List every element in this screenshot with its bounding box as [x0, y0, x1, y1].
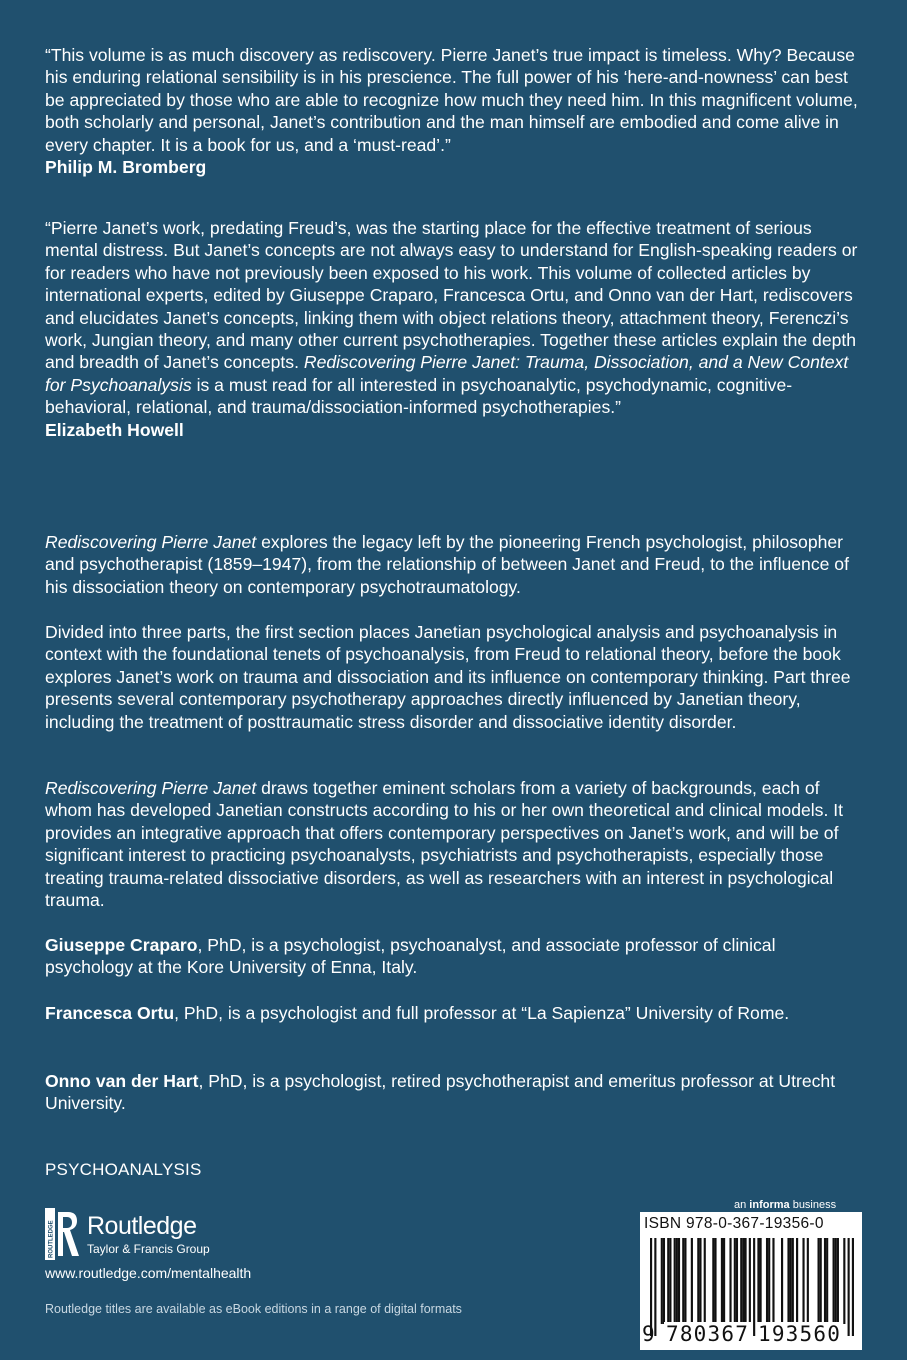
barcode-bar	[753, 1238, 755, 1336]
barcode-bar	[772, 1238, 774, 1324]
barcode-bar	[691, 1238, 693, 1324]
barcode-bar	[792, 1238, 794, 1324]
barcode-bar	[744, 1238, 746, 1324]
publisher-group: Taylor & Francis Group	[87, 1242, 210, 1256]
author-name: Giuseppe Craparo	[45, 935, 198, 955]
subject-category: PSYCHOANALYSIS	[45, 1160, 202, 1179]
blurb-paragraph-2: Divided into three parts, the first section places Janetian psychological analysis and psychoanalysis in context with the foundational tenets of psychoanalysis, from Freud to relational theory, before the book explores Janet’s work on trauma and dissociation and its influence on contemporary thinking. Part three presents several contemporary psychotherapy approaches directly influenced by Janetian theory, including the treatment of posttraumatic stress disorder and dissociative identity disorder.	[45, 622, 851, 732]
barcode-bar	[742, 1238, 744, 1324]
barcode-bar	[826, 1238, 828, 1324]
barcode-bar	[723, 1238, 725, 1324]
barcode-bar	[760, 1238, 762, 1324]
barcode-bar	[835, 1238, 837, 1324]
barcode-bar	[852, 1238, 854, 1336]
barcode-bar	[697, 1238, 699, 1324]
barcode-bar	[678, 1238, 680, 1324]
barcode-bar	[663, 1238, 665, 1324]
barcode-bar	[740, 1238, 742, 1324]
endorsement-quote-1	[45, 44, 863, 178]
author-bio-text: , PhD, is a psychologist, psychoanalyst, and associate professor of clinical psychology at the Kore University of Enna, Italy.	[45, 935, 776, 978]
barcode-bar	[684, 1238, 686, 1324]
barcode-bar	[781, 1238, 783, 1324]
barcode-bar	[712, 1238, 714, 1324]
barcode-bar	[661, 1238, 663, 1324]
quote-author: Philip M. Bromberg	[45, 157, 207, 178]
barcode-bar	[757, 1238, 759, 1324]
barcode-bar	[807, 1238, 809, 1324]
barcode-bar	[669, 1238, 671, 1324]
barcode-bar	[676, 1238, 678, 1324]
barcode-bar	[787, 1238, 789, 1324]
author-bio-1	[45, 934, 863, 979]
barcode-bar	[790, 1238, 792, 1324]
routledge-logo	[45, 1208, 225, 1260]
quote-text: “This volume is as much discovery as rediscovery. Pierre Janet’s true impact is timeless. Why? Because his enduring relational sensibility is in his prescience. The full power of his ‘here-and-nowness’ can best be appreciated by those who are able to recognize how much they need him. In this magnificent volume, both scholarly and personal, Janet’s contribution and the man himself are embodied and come alive in every chapter. It is a book for us, and a ‘must-read’.”	[45, 45, 858, 155]
informa-tagline	[734, 1199, 836, 1211]
barcode-bar	[704, 1238, 706, 1324]
barcode-bar	[768, 1238, 770, 1324]
barcode-bar	[721, 1238, 723, 1324]
isbn-label: ISBN 978-0-367-19356-0	[644, 1215, 824, 1232]
barcode-bar	[736, 1238, 738, 1324]
barcode-bar	[824, 1238, 826, 1324]
barcode-bar	[820, 1238, 822, 1324]
author-bio-2	[45, 1002, 863, 1024]
author-bio-text: , PhD, is a psychologist, retired psychotherapist and emeritus professor at Utrecht University.	[45, 1071, 836, 1114]
barcode-bar	[667, 1238, 669, 1324]
publisher-website: www.routledge.com/mentalhealth	[45, 1265, 252, 1281]
publisher-name: Routledge	[87, 1212, 197, 1240]
barcode-lead-digit: 9	[642, 1322, 656, 1346]
barcode-bar	[802, 1238, 804, 1324]
quote-text-end: is a must read for all interested in psychoanalytic, psychodynamic, cognitive-behavioral, relational, and trauma/dissociation-informed psychotherapies.”	[45, 374, 793, 418]
author-name: Francesca Ortu	[45, 1003, 175, 1023]
barcode-bar	[714, 1238, 716, 1324]
barcode-group-2: 193560	[758, 1322, 842, 1346]
routledge-r-icon	[45, 1208, 79, 1260]
barcode-bar	[734, 1238, 736, 1324]
blurb-paragraph-3	[45, 777, 863, 911]
barcode-bar	[833, 1238, 835, 1324]
quote-text	[45, 217, 863, 419]
informa-prefix: an	[734, 1199, 750, 1211]
ebook-note: Routledge titles are available as eBook editions in a range of digital formats	[45, 1302, 462, 1316]
endorsement-quote-2	[45, 217, 863, 441]
informa-brand: informa	[749, 1199, 790, 1211]
blurb-text: draws together eminent scholars from a variety of backgrounds, each of whom has developed Janetian constructs according to his or her own theoretical and clinical models. It provides an integrative approach that offers contemporary perspectives on Janet’s work, and will be of significant interest to practicing psychoanalysts, psychiatrists and psychotherapists, especially those treating trauma-related dissociative disorders, as well as researchers with an interest in psychological trauma.	[45, 778, 844, 911]
informa-suffix: business	[789, 1199, 837, 1211]
author-bio-text: , PhD, is a psychologist and full professor at “La Sapienza” University of Rome.	[174, 1003, 790, 1023]
book-title-italic: Rediscovering Pierre Janet	[45, 532, 257, 552]
barcode-bar	[682, 1238, 684, 1324]
quote-author: Elizabeth Howell	[45, 419, 184, 440]
barcode-bar	[699, 1238, 701, 1324]
quote-text-start: “Pierre Janet’s work, predating Freud’s, was the starting place for the effective treatment of serious mental distress. But Janet’s concepts are not always easy to understand for English-speaking readers or for readers who have not previously been exposed to his work. This volume of collected articles by international experts, edited by Giuseppe Craparo, Francesca Ortu, and Onno van der Hart, rediscovers and elucidates Janet’s concepts, linking them with object relations theory, attachment theory, Ferenczi’s work, Jungian theory, and many other current psychotherapies. Together these articles explain the depth and breadth of Janet’s concepts.	[45, 218, 858, 373]
barcode-group-1: 780367	[666, 1322, 750, 1346]
barcode-bar	[837, 1238, 839, 1324]
author-bio-3	[45, 1070, 863, 1115]
book-title-italic: Rediscovering Pierre Janet: Trauma, Dissociation, and a New Context for Psychoanalysis	[45, 352, 849, 395]
barcode-bar	[729, 1238, 731, 1324]
barcode-bar	[674, 1238, 676, 1324]
barcode-bar	[766, 1238, 768, 1324]
isbn-barcode	[640, 1212, 862, 1350]
blurb-paragraph-1	[45, 531, 863, 598]
barcode-bar	[796, 1238, 798, 1324]
logo-vertical-text: ROUTLEDGE	[48, 1220, 55, 1258]
book-title-italic: Rediscovering Pierre Janet	[45, 778, 257, 798]
blurb-text: explores the legacy left by the pioneering French psychologist, philosopher and psychotherapist (1859–1947), from the relationship of between Janet and Freud, to the influence of his dissociation theory on contemporary psychotraumatology.	[45, 532, 849, 597]
author-name: Onno van der Hart	[45, 1071, 199, 1091]
barcode-bar	[817, 1238, 819, 1324]
barcode-bar	[848, 1238, 850, 1336]
barcode-bar	[843, 1238, 845, 1324]
